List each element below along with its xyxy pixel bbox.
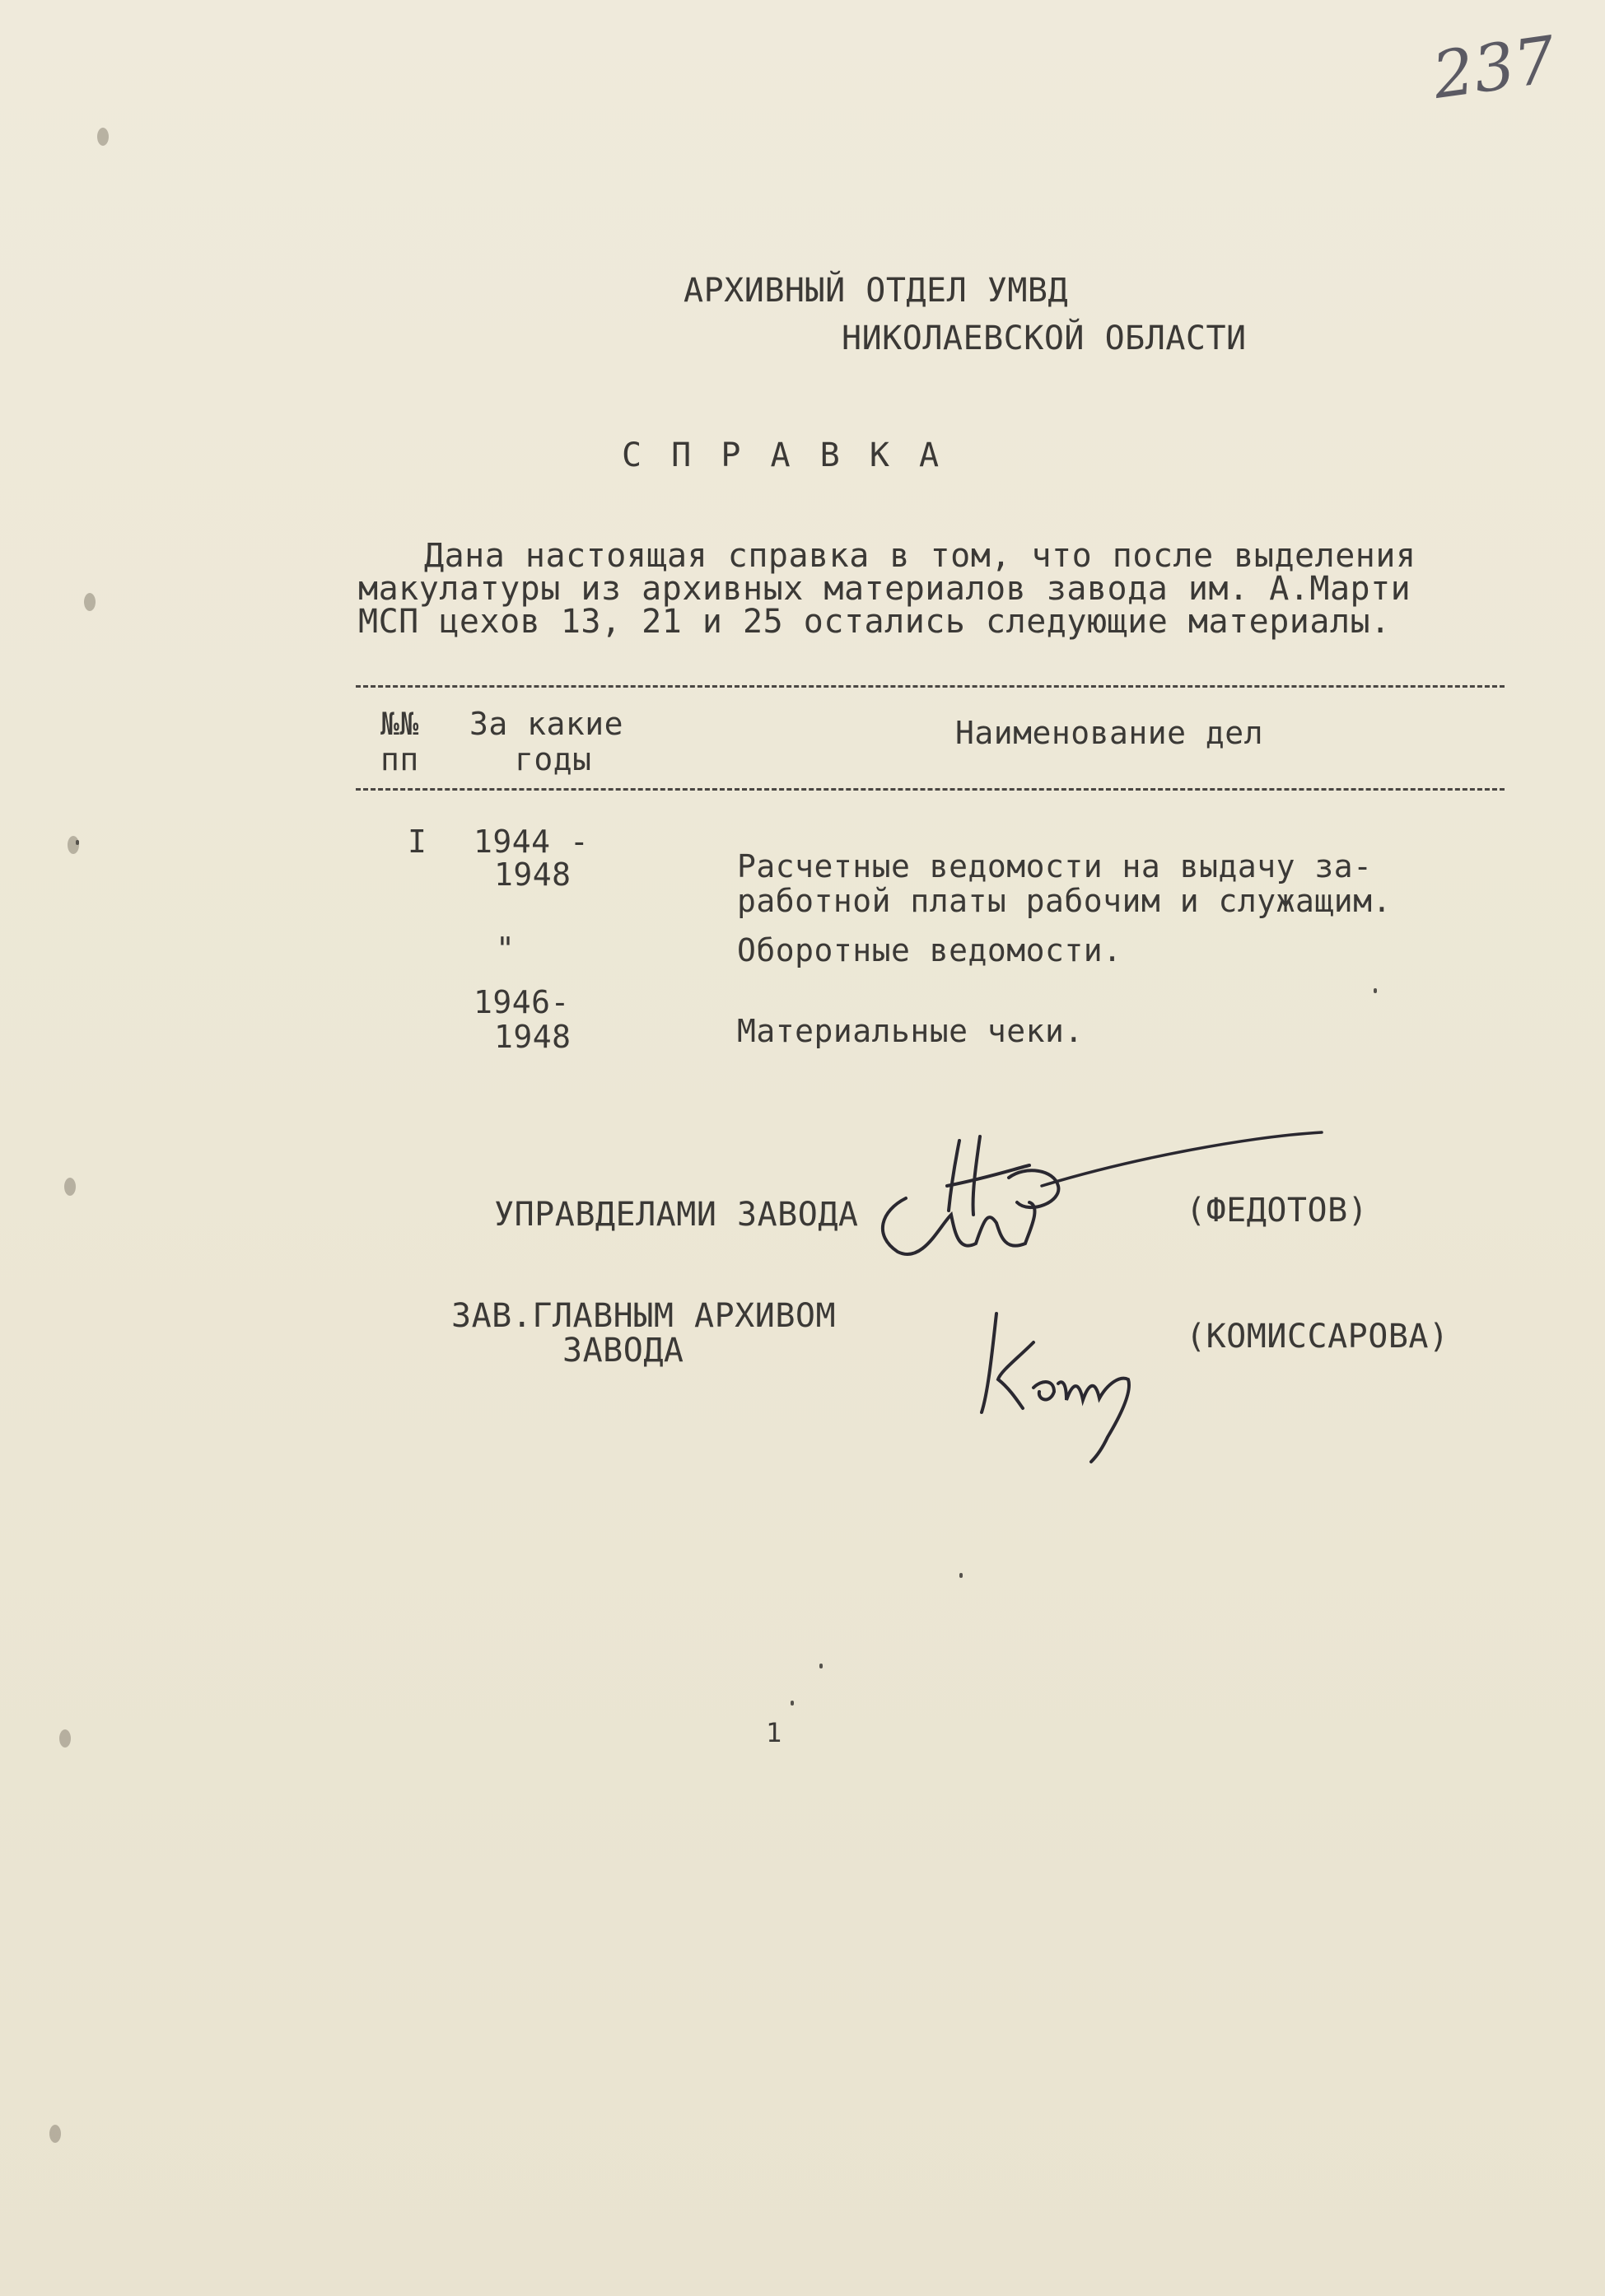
binder-hole <box>59 1729 71 1748</box>
header-num-line-1: №№ <box>380 706 419 742</box>
archive-page-number: 237 <box>1428 23 1561 114</box>
binder-hole <box>97 128 109 146</box>
paper-speck <box>819 1664 823 1668</box>
header-years-line-1: За какие <box>469 706 624 742</box>
document-title: С П Р А В К А <box>622 436 945 474</box>
header-years-line-2: годы <box>515 741 592 777</box>
signatory-2-name: (КОМИССАРОВА) <box>1186 1318 1449 1356</box>
row-years-line-1: " <box>496 931 516 967</box>
signatory-2-title-line-2: ЗАВОДА <box>562 1332 684 1370</box>
intro-line-2: макулатуры из архивных материалов завода им. А.Марти <box>358 570 1411 608</box>
row-name-line-1: Расчетные ведомости на выдачу за- <box>737 848 1373 884</box>
row-years-line-1: 1944 - <box>474 824 590 860</box>
header-num-line-2: пп <box>380 741 419 777</box>
intro-line-3: МСП цехов 13, 21 и 25 остались следующие материалы. <box>358 603 1391 641</box>
row-name-line-1: Оборотные ведомости. <box>737 932 1122 968</box>
table-header-rule <box>356 788 1505 791</box>
binder-hole <box>49 2125 61 2143</box>
paper-speck <box>791 1701 794 1706</box>
row-years-line-2: 1948 <box>494 856 572 893</box>
binder-hole <box>68 836 79 854</box>
paper-speck <box>76 840 79 845</box>
row-years-line-2: 1948 <box>494 1019 572 1055</box>
header-line-2: НИКОЛАЕВСКОЙ ОБЛАСТИ <box>842 320 1247 357</box>
header-line-1: АРХИВНЫЙ ОТДЕЛ УМВД <box>684 272 1069 310</box>
binder-hole <box>64 1178 76 1196</box>
binder-hole <box>84 593 96 611</box>
signature-1 <box>865 1120 1326 1285</box>
signatory-1-title-line-1: УПРАВДЕЛАМИ ЗАВОДА <box>494 1196 859 1234</box>
signature-2 <box>963 1301 1178 1466</box>
paper-speck <box>1374 988 1377 993</box>
intro-line-1: Дана настоящая справка в том, что после выделения <box>424 537 1416 575</box>
footer-mark: 1 <box>766 1717 782 1748</box>
signatory-1-name: (ФЕДОТОВ) <box>1186 1192 1369 1230</box>
signatory-2-title-line-1: ЗАВ.ГЛАВНЫМ АРХИВОМ <box>451 1297 837 1335</box>
row-years-line-1: 1946- <box>474 984 570 1020</box>
table-top-rule <box>356 685 1505 688</box>
row-num: I <box>408 824 427 860</box>
header-name: Наименование дел <box>955 715 1264 751</box>
paper-speck <box>959 1573 963 1578</box>
row-name-line-1: Материальные чеки. <box>737 1013 1084 1049</box>
row-name-line-2: работной платы рабочим и служащим. <box>737 883 1392 919</box>
